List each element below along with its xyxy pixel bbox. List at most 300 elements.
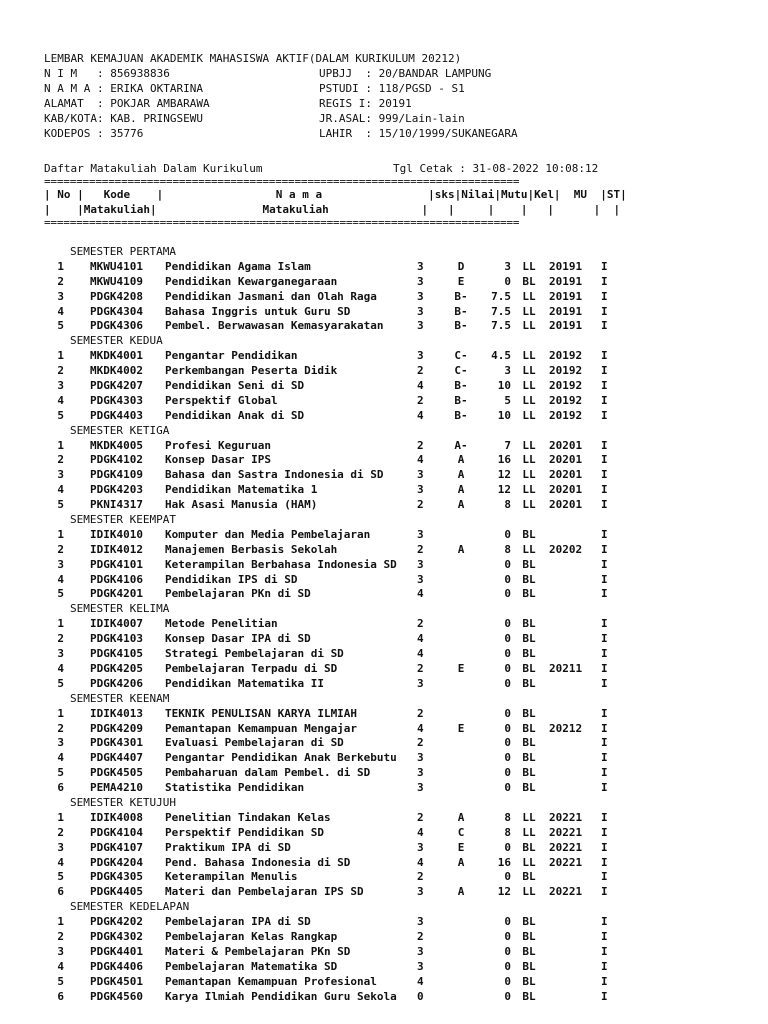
cell-nama: Pembelajaran Matematika SD	[165, 959, 338, 973]
cell-mu	[547, 960, 601, 975]
cell-mu: 20191	[549, 289, 583, 303]
cell-st: I	[601, 617, 608, 631]
cell-mu	[547, 707, 601, 722]
document-page	[44, 51, 744, 1004]
cell-st: I	[601, 840, 608, 854]
cell-nilai	[437, 573, 485, 588]
cell-st: I	[601, 721, 608, 735]
cell-mutu: 0	[504, 587, 511, 601]
cell-sks: 4	[417, 647, 424, 661]
cell-mutu: 0	[504, 989, 511, 1003]
table-row	[44, 364, 744, 379]
cell-no: 3	[57, 944, 64, 958]
cell-mutu: 8	[504, 498, 511, 512]
cell-mutu: 0	[504, 661, 511, 675]
cell-kode: PDGK4105	[90, 647, 143, 661]
cell-mu: 20221	[549, 810, 583, 824]
separator-bottom: ==========================================================================	[44, 217, 520, 228]
cell-mu	[547, 736, 601, 751]
cell-mu: 20201	[549, 483, 583, 497]
cell-nama: Pendidikan Matematika II	[165, 676, 324, 690]
table-row	[44, 915, 744, 930]
cell-nilai	[437, 766, 485, 781]
cell-no: 5	[57, 408, 64, 422]
cell-no: 1	[57, 915, 64, 929]
cell-no: 5	[57, 498, 64, 512]
cell-sks: 3	[417, 915, 424, 929]
cell-nama: Keterampilan Menulis	[165, 870, 298, 884]
cell-kel: LL	[522, 542, 536, 556]
cell-st: I	[601, 542, 608, 556]
cell-nama: Metode Penelitian	[165, 617, 278, 631]
cell-nama: Strategi Pembelajaran di SD	[165, 647, 344, 661]
cell-kode: PDGK4407	[90, 751, 143, 765]
table-row	[44, 736, 744, 751]
cell-sks: 3	[417, 468, 424, 482]
cell-kode: MKDK4001	[90, 349, 143, 363]
cell-kode: PDGK4103	[90, 632, 143, 646]
cell-no: 4	[57, 661, 64, 675]
cell-sks: 3	[417, 527, 424, 541]
cell-kel: LL	[522, 289, 536, 303]
cell-st: I	[601, 632, 608, 646]
cell-kel: LL	[522, 393, 536, 407]
cell-kel: LL	[522, 438, 536, 452]
cell-st: I	[601, 706, 608, 720]
cell-nilai: D	[457, 259, 465, 273]
cell-kel: LL	[522, 259, 536, 273]
cell-mu: 20192	[549, 379, 583, 393]
cell-mutu: 0	[504, 736, 511, 750]
cell-kel: LL	[522, 498, 536, 512]
student-info	[44, 66, 744, 141]
cell-no: 1	[57, 259, 64, 273]
cell-kode: PDGK4406	[90, 959, 143, 973]
table-row	[44, 483, 744, 498]
table-row	[44, 587, 744, 602]
cell-kel: BL	[522, 617, 536, 631]
cell-nilai	[437, 528, 485, 543]
cell-mutu: 0	[504, 676, 511, 690]
cell-kode: PDGK4102	[90, 453, 143, 467]
cell-nama: Pembelajaran Kelas Rangkap	[165, 929, 338, 943]
table-row	[44, 498, 744, 513]
cell-mutu: 10	[497, 379, 511, 393]
cell-mu	[547, 573, 601, 588]
cell-kode: IDIK4007	[90, 617, 143, 631]
cell-no: 3	[57, 289, 64, 303]
cell-no: 2	[57, 274, 64, 288]
cell-st: I	[601, 885, 608, 899]
cell-kode: PDGK4401	[90, 944, 143, 958]
cell-no: 6	[57, 885, 64, 899]
cell-nama: Evaluasi Pembelajaran di SD	[165, 736, 344, 750]
cell-kel: LL	[522, 483, 536, 497]
cell-mu: 20191	[549, 274, 583, 288]
cell-mu: 20192	[549, 364, 583, 378]
cell-st: I	[601, 661, 608, 675]
cell-no: 3	[57, 468, 64, 482]
cell-mutu: 8	[504, 825, 511, 839]
info-lahir: LAHIR : 15/10/1999/SUKANEGARA	[319, 127, 518, 140]
cell-mu	[547, 945, 601, 960]
cell-kode: PDGK4209	[90, 721, 143, 735]
cell-mutu: 0	[504, 840, 511, 854]
cell-nilai	[437, 558, 485, 573]
table-row	[44, 930, 744, 945]
cell-mutu: 0	[504, 781, 511, 795]
cell-no: 4	[57, 959, 64, 973]
cell-nilai: B-	[454, 304, 468, 318]
table-row	[44, 662, 744, 677]
cell-st: I	[601, 319, 608, 333]
cell-kode: PDGK4305	[90, 870, 143, 884]
cell-sks: 4	[417, 825, 424, 839]
cell-sks: 4	[417, 453, 424, 467]
cell-kode: PDGK4203	[90, 483, 143, 497]
cell-sks: 2	[417, 706, 424, 720]
cell-nilai	[437, 870, 485, 885]
cell-nama: Pendidikan Agama Islam	[165, 259, 311, 273]
cell-st: I	[601, 274, 608, 288]
cell-kode: IDIK4008	[90, 810, 143, 824]
cell-mu	[547, 781, 601, 796]
cell-nama: Bahasa Inggris untuk Guru SD	[165, 304, 351, 318]
cell-mutu: 0	[504, 647, 511, 661]
table-row	[44, 811, 744, 826]
cell-mutu: 12	[497, 483, 511, 497]
cell-kel: BL	[522, 676, 536, 690]
cell-kode: PDGK4204	[90, 855, 143, 869]
cell-st: I	[601, 289, 608, 303]
cell-kode: PDGK4306	[90, 319, 143, 333]
cell-st: I	[601, 349, 608, 363]
cell-no: 3	[57, 557, 64, 571]
cell-kel: BL	[522, 870, 536, 884]
cell-mutu: 7.5	[491, 289, 511, 303]
cell-st: I	[601, 944, 608, 958]
cell-no: 5	[57, 974, 64, 988]
cell-kode: PDGK4302	[90, 929, 143, 943]
table-row	[44, 379, 744, 394]
cell-mu	[547, 528, 601, 543]
cell-st: I	[601, 453, 608, 467]
cell-kel: BL	[522, 632, 536, 646]
cell-kode: MKWU4101	[90, 259, 143, 273]
cell-kode: IDIK4013	[90, 706, 143, 720]
cell-sks: 3	[417, 349, 424, 363]
cell-sks: 2	[417, 393, 424, 407]
cell-kel: BL	[522, 572, 536, 586]
cell-mu	[547, 751, 601, 766]
cell-sks: 2	[417, 542, 424, 556]
cell-sks: 3	[417, 274, 424, 288]
cell-sks: 3	[417, 483, 424, 497]
cell-st: I	[601, 393, 608, 407]
cell-st: I	[601, 364, 608, 378]
cell-sks: 2	[417, 661, 424, 675]
cell-mutu: 8	[504, 810, 511, 824]
table-row	[44, 573, 744, 588]
table-row	[44, 751, 744, 766]
cell-kel: LL	[522, 304, 536, 318]
table-row	[44, 617, 744, 632]
semester-heading: SEMESTER KEENAM	[70, 691, 170, 705]
cell-nama: Perspektif Pendidikan SD	[165, 825, 324, 839]
table-row	[44, 856, 744, 871]
cell-st: I	[601, 810, 608, 824]
cell-nilai: A	[457, 810, 465, 824]
cell-sks: 3	[417, 289, 424, 303]
cell-mutu: 0	[504, 617, 511, 631]
table-row	[44, 975, 744, 990]
cell-nilai: E	[457, 721, 465, 735]
cell-kel: LL	[522, 408, 536, 422]
cell-no: 1	[57, 349, 64, 363]
cell-nilai	[437, 751, 485, 766]
cell-kel: BL	[522, 736, 536, 750]
cell-nilai: B-	[454, 319, 468, 333]
semester-heading: SEMESTER KETIGA	[70, 423, 170, 437]
cell-kel: LL	[522, 810, 536, 824]
cell-kode: PDGK4560	[90, 989, 143, 1003]
semester-heading: SEMESTER KEEMPAT	[70, 513, 176, 527]
cell-kel: BL	[522, 989, 536, 1003]
table-row	[44, 707, 744, 722]
cell-mu	[547, 558, 601, 573]
cell-kode: PDGK4303	[90, 393, 143, 407]
cell-kel: LL	[522, 885, 536, 899]
cell-no: 3	[57, 379, 64, 393]
cell-no: 2	[57, 721, 64, 735]
cell-kel: BL	[522, 929, 536, 943]
cell-kel: BL	[522, 751, 536, 765]
cell-kel: BL	[522, 974, 536, 988]
cell-no: 1	[57, 810, 64, 824]
cell-nilai: E	[457, 840, 465, 854]
cell-kel: LL	[522, 468, 536, 482]
table-row	[44, 960, 744, 975]
cell-kode: IDIK4012	[90, 542, 143, 556]
cell-mutu: 7.5	[491, 319, 511, 333]
cell-mutu: 0	[504, 870, 511, 884]
cell-no: 1	[57, 527, 64, 541]
cell-mu: 20201	[549, 438, 583, 452]
table-row	[44, 870, 744, 885]
info-nim: N I M : 856938836	[44, 67, 170, 80]
cell-sks: 4	[417, 587, 424, 601]
table-row	[44, 528, 744, 543]
cell-mu: 20191	[549, 259, 583, 273]
cell-nilai: A	[457, 453, 465, 467]
info-jrasal: JR.ASAL: 999/Lain-lain	[319, 112, 465, 125]
cell-sks: 2	[417, 810, 424, 824]
cell-no: 2	[57, 929, 64, 943]
cell-mu: 20221	[549, 825, 583, 839]
cell-mu	[547, 766, 601, 781]
cell-kel: BL	[522, 647, 536, 661]
cell-mu: 20211	[549, 661, 583, 675]
cell-st: I	[601, 766, 608, 780]
cell-nama: Pembaharuan dalam Pembel. di SD	[165, 766, 371, 780]
cell-st: I	[601, 959, 608, 973]
cell-nama: Pendidikan Seni di SD	[165, 379, 305, 393]
info-regis: REGIS I: 20191	[319, 97, 412, 110]
cell-nama: Pembelajaran Terpadu di SD	[165, 661, 338, 675]
cell-no: 5	[57, 870, 64, 884]
cell-nama: Pemantapan Kemampuan Mengajar	[165, 721, 358, 735]
cell-st: I	[601, 438, 608, 452]
cell-nilai: A	[457, 542, 465, 556]
course-list	[44, 245, 744, 1004]
cell-nama: Materi dan Pembelajaran IPS SD	[165, 885, 364, 899]
cell-nama: Pembel. Berwawasan Kemasyarakatan	[165, 319, 384, 333]
cell-sks: 2	[417, 929, 424, 943]
cell-mutu: 0	[504, 632, 511, 646]
table-row	[44, 781, 744, 796]
cell-nama: Pendidikan Matematika 1	[165, 483, 318, 497]
cell-nilai	[437, 736, 485, 751]
cell-kel: BL	[522, 781, 536, 795]
cell-nilai	[437, 632, 485, 647]
cell-no: 1	[57, 706, 64, 720]
table-row	[44, 409, 744, 424]
table-row	[44, 543, 744, 558]
cell-kode: PDGK4202	[90, 915, 143, 929]
cell-sks: 2	[417, 736, 424, 750]
cell-nama: Hak Asasi Manusia (HAM)	[165, 498, 318, 512]
table-row	[44, 677, 744, 692]
cell-nilai	[437, 587, 485, 602]
cell-mutu: 0	[504, 721, 511, 735]
table-row	[44, 275, 744, 290]
table-row	[44, 558, 744, 573]
cell-nama: Konsep Dasar IPA di SD	[165, 632, 311, 646]
student-info-left	[44, 66, 319, 141]
cell-nilai: B-	[454, 408, 468, 422]
cell-kode: PDGK4109	[90, 468, 143, 482]
cell-no: 3	[57, 647, 64, 661]
cell-st: I	[601, 676, 608, 690]
cell-st: I	[601, 825, 608, 839]
info-kabkota: KAB/KOTA: KAB. PRINGSEWU	[44, 112, 203, 125]
semester-heading: SEMESTER KEDELAPAN	[70, 900, 190, 914]
cell-no: 4	[57, 751, 64, 765]
cell-kel: LL	[522, 364, 536, 378]
cell-mu	[547, 990, 601, 1005]
cell-mu	[547, 915, 601, 930]
cell-sks: 4	[417, 721, 424, 735]
cell-kode: PDGK4304	[90, 304, 143, 318]
cell-kel: BL	[522, 661, 536, 675]
cell-nama: Pengantar Pendidikan Anak Berkebutu	[165, 751, 397, 765]
cell-kode: PDGK4201	[90, 587, 143, 601]
cell-st: I	[601, 498, 608, 512]
cell-st: I	[601, 855, 608, 869]
table-row	[44, 826, 744, 841]
cell-nilai: B-	[454, 393, 468, 407]
cell-mu: 20201	[549, 453, 583, 467]
cell-mutu: 0	[504, 944, 511, 958]
cell-mutu: 16	[497, 453, 511, 467]
cell-no: 5	[57, 587, 64, 601]
cell-st: I	[601, 408, 608, 422]
cell-mu	[547, 975, 601, 990]
cell-mutu: 7	[504, 438, 511, 452]
cell-kode: PDGK4101	[90, 557, 143, 571]
cell-st: I	[601, 379, 608, 393]
cell-nilai: A	[457, 855, 465, 869]
cell-st: I	[601, 870, 608, 884]
cell-sks: 4	[417, 379, 424, 393]
cell-sks: 4	[417, 408, 424, 422]
cell-kode: PKNI4317	[90, 498, 143, 512]
cell-no: 1	[57, 617, 64, 631]
cell-nilai	[437, 960, 485, 975]
cell-mutu: 0	[504, 751, 511, 765]
cell-mu: 20221	[549, 885, 583, 899]
cell-nama: Perkembangan Peserta Didik	[165, 364, 338, 378]
cell-no: 3	[57, 840, 64, 854]
cell-kel: LL	[522, 453, 536, 467]
cell-sks: 3	[417, 781, 424, 795]
cell-kode: PDGK4207	[90, 379, 143, 393]
cell-st: I	[601, 989, 608, 1003]
cell-kode: PDGK4403	[90, 408, 143, 422]
cell-mutu: 0	[504, 766, 511, 780]
cell-kel: BL	[522, 915, 536, 929]
cell-nilai: B-	[454, 379, 468, 393]
cell-st: I	[601, 557, 608, 571]
cell-sks: 3	[417, 751, 424, 765]
cell-kode: PDGK4206	[90, 676, 143, 690]
cell-st: I	[601, 915, 608, 929]
cell-st: I	[601, 647, 608, 661]
cell-nama: Pendidikan Anak di SD	[165, 408, 305, 422]
cell-sks: 2	[417, 364, 424, 378]
cell-nilai	[437, 930, 485, 945]
cell-nama: Praktikum IPA di SD	[165, 840, 291, 854]
cell-nama: Pendidikan Jasmani dan Olah Raga	[165, 289, 377, 303]
cell-st: I	[601, 527, 608, 541]
cell-nilai: B-	[454, 289, 468, 303]
cell-nilai: C	[457, 825, 465, 839]
cell-nama: Pend. Bahasa Indonesia di SD	[165, 855, 351, 869]
cell-kel: BL	[522, 706, 536, 720]
table-row	[44, 647, 744, 662]
print-date: Tgl Cetak : 31-08-2022 10:08:12	[393, 162, 599, 175]
cell-mu	[547, 647, 601, 662]
cell-mu: 20191	[549, 319, 583, 333]
cell-nama: TEKNIK PENULISAN KARYA ILMIAH	[165, 706, 358, 720]
cell-mu	[547, 617, 601, 632]
cell-st: I	[601, 483, 608, 497]
cell-mu	[547, 870, 601, 885]
cell-no: 4	[57, 393, 64, 407]
cell-nilai: A-	[454, 438, 468, 452]
cell-sks: 2	[417, 617, 424, 631]
cell-no: 2	[57, 825, 64, 839]
list-title: Daftar Matakuliah Dalam Kurikulum	[44, 162, 263, 175]
cell-mutu: 0	[504, 527, 511, 541]
cell-no: 5	[57, 766, 64, 780]
info-alamat: ALAMAT : POKJAR AMBARAWA	[44, 97, 210, 110]
info-pstudi: PSTUDI : 118/PGSD - S1	[319, 82, 465, 95]
table-row	[44, 290, 744, 305]
cell-sks: 0	[417, 989, 424, 1003]
cell-mutu: 4.5	[491, 349, 511, 363]
cell-mu: 20192	[549, 393, 583, 407]
